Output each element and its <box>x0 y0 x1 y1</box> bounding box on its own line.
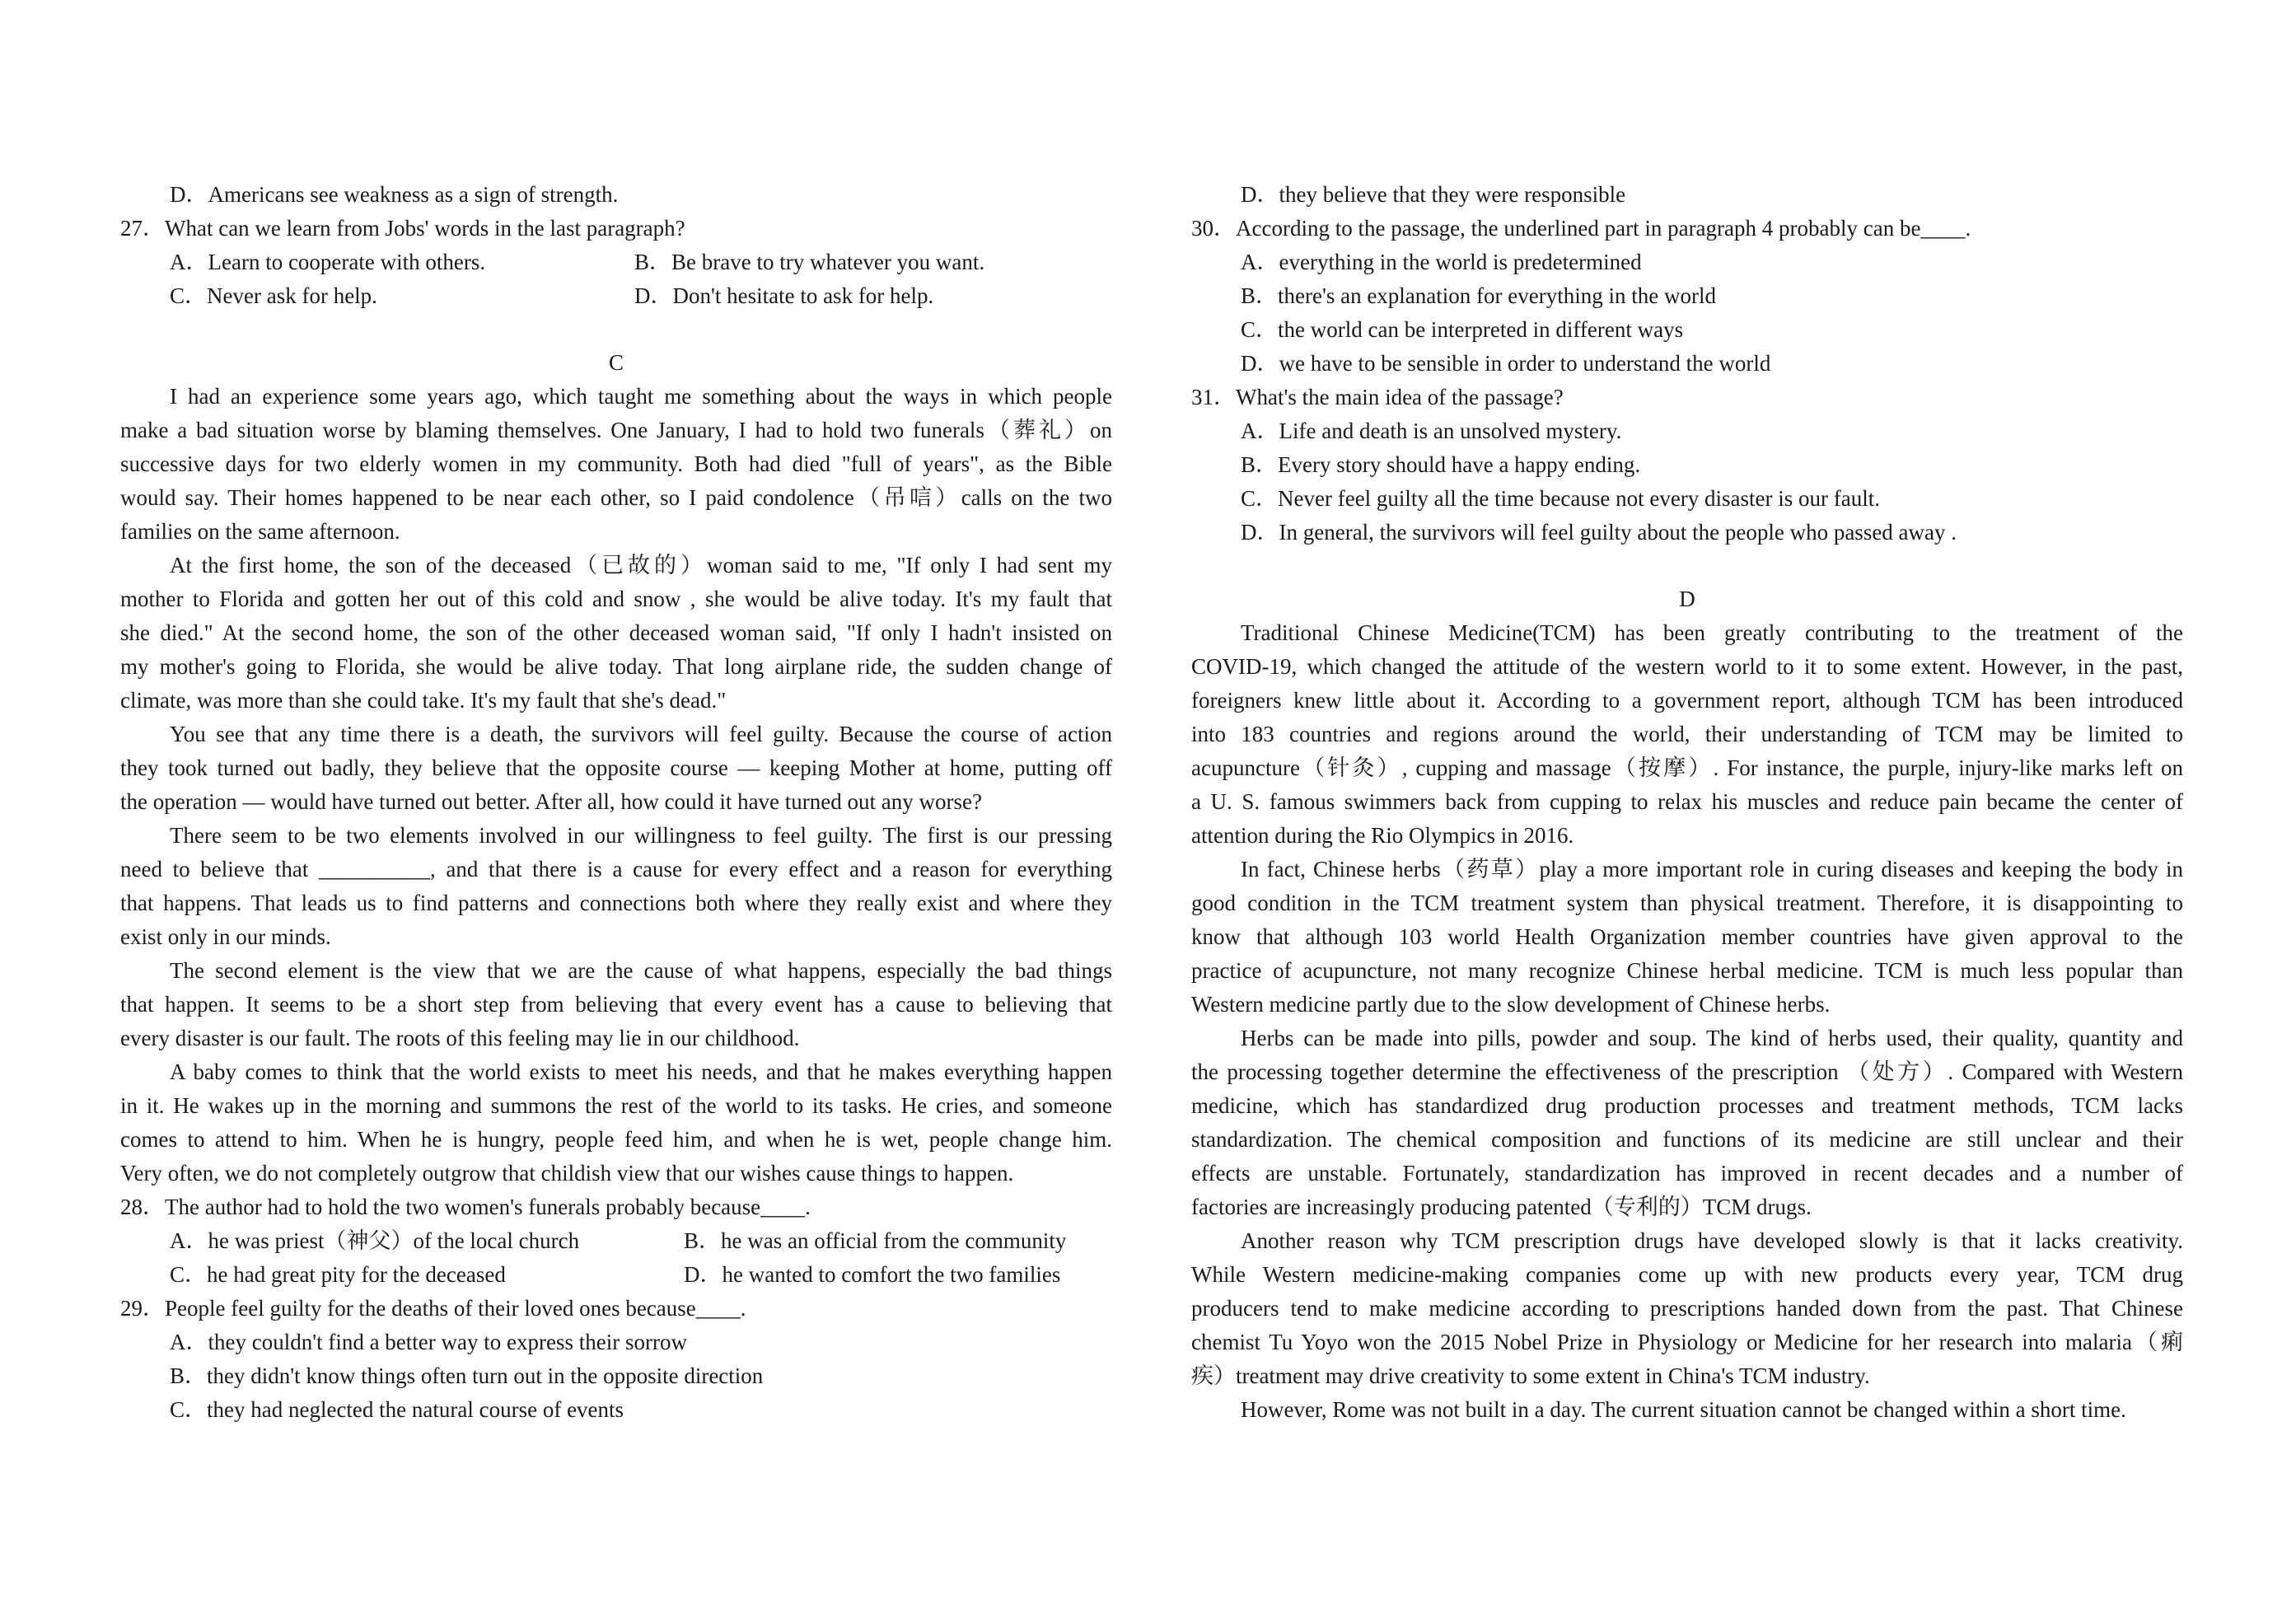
passage-d-line: Traditional Chinese Medicine(TCM) has been greatly contributing to the treatment of the <box>1241 620 2183 645</box>
q28-option-b: B．he was an official from the community <box>684 1228 1067 1253</box>
q31-option-c: C．Never feel guilty all the time because not every disaster is our fault. <box>1241 486 1880 511</box>
q27-stem: 27．What can we learn from Jobs' words in the last paragraph? <box>120 216 685 241</box>
q30-option-b: B．there's an explanation for everything in the world <box>1241 283 1716 308</box>
section-d-heading: D <box>1679 587 1695 611</box>
q27-option-a: A．Learn to cooperate with others. <box>170 250 486 274</box>
passage-d-line: factories are increasingly producing patented（专利的）TCM drugs. <box>1191 1195 1812 1219</box>
passage-d-line: acupuncture（针灸）, cupping and massage（按摩）. For instance, the purple, injury-like marks left on <box>1191 755 2183 780</box>
passage-c-line: that happen. It seems to be a short step from believing that every event has a cause to believing that <box>120 992 1112 1017</box>
q28-option-a: A．he was priest（神父）of the local church <box>170 1228 580 1253</box>
passage-d-line: into 183 countries and regions around the world, their understanding of TCM may be limited to <box>1191 722 2183 746</box>
passage-c-line: they took turned out badly, they believe that the opposite course — keeping Mother at home, putting off <box>120 755 1112 780</box>
q29-option-c: C．they had neglected the natural course of events <box>170 1397 624 1422</box>
passage-c-line: in it. He wakes up in the morning and summons the rest of the world to its tasks. He cries, and someone <box>120 1093 1112 1118</box>
q28-stem: 28．The author had to hold the two women's funerals probably because____. <box>120 1195 811 1219</box>
passage-d-line: effects are unstable. Fortunately, standardization has improved in recent decades and a number of <box>1191 1161 2183 1185</box>
passage-c-line: Very often, we do not completely outgrow that childish view that our wishes cause things to happen. <box>120 1161 1014 1185</box>
passage-d-line: While Western medicine-making companies come up with new products every year, TCM drug <box>1191 1262 2183 1287</box>
q30-option-a: A．everything in the world is predetermined <box>1241 250 1642 274</box>
passage-c-line: every disaster is our fault. The roots of this feeling may lie in our childhood. <box>120 1026 800 1050</box>
q28-option-d: D．he wanted to comfort the two families <box>684 1262 1061 1287</box>
passage-d-line: Herbs can be made into pills, powder and soup. The kind of herbs used, their quality, quantity and <box>1241 1026 2183 1050</box>
passage-c-line: would say. Their homes happened to be near each other, so I paid condolence（吊唁）calls on the two <box>120 485 1112 510</box>
q30-stem: 30．According to the passage, the underlined part in paragraph 4 probably can be____. <box>1191 216 1971 241</box>
passage-c-line: A baby comes to think that the world exists to meet his needs, and that he makes everything happen <box>170 1059 1112 1084</box>
q26-option-d: D．Americans see weakness as a sign of strength. <box>170 182 619 207</box>
passage-c-line: climate, was more than she could take. It's my fault that she's dead." <box>120 688 727 713</box>
passage-d-line: In fact, Chinese herbs（药草）play a more important role in curing diseases and keeping the body in <box>1241 857 2183 881</box>
passage-d-line: attention during the Rio Olympics in 2016. <box>1191 823 1574 848</box>
passage-d-line: good condition in the TCM treatment system than physical treatment. Therefore, it is disappointing to <box>1191 891 2183 915</box>
passage-d-line: 疾）treatment may drive creativity to some extent in China's TCM industry. <box>1191 1363 1870 1388</box>
passage-c-line: successive days for two elderly women in my community. Both had died "full of years", as the Bible <box>120 451 1112 476</box>
passage-c-line: need to believe that __________, and that there is a cause for every effect and a reason for everything <box>120 857 1112 881</box>
passage-c-line: There seem to be two elements involved in our willingness to feel guilty. The first is our pressing <box>170 823 1112 848</box>
passage-c-line: that happens. That leads us to find patterns and connections both where they really exist and where they <box>120 891 1112 915</box>
q29-option-a: A．they couldn't find a better way to express their sorrow <box>170 1330 687 1354</box>
q30-option-d: D．we have to be sensible in order to understand the world <box>1241 351 1771 376</box>
passage-c-line: comes to attend to him. When he is hungry, people feed him, and when he is wet, people change him. <box>120 1127 1112 1152</box>
q31-option-a: A．Life and death is an unsolved mystery. <box>1241 419 1622 443</box>
passage-d-line: COVID-19, which changed the attitude of the western world to it to some extent. However, in the past, <box>1191 654 2183 679</box>
passage-d-line: Western medicine partly due to the slow development of Chinese herbs. <box>1191 992 1831 1017</box>
passage-d-line: standardization. The chemical composition and functions of its medicine are still unclear and their <box>1191 1127 2183 1152</box>
q31-option-d: D．In general, the survivors will feel guilty about the people who passed away . <box>1241 520 1957 545</box>
passage-c-line: she died." At the second home, the son of the other deceased woman said, "If only I hadn't insisted on <box>120 620 1112 645</box>
passage-d-line: medicine, which has standardized drug production processes and treatment methods, TCM lacks <box>1191 1093 2183 1118</box>
passage-d-line: chemist Tu Yoyo won the 2015 Nobel Prize in Physiology or Medicine for her research into malaria（痢 <box>1191 1330 2183 1354</box>
passage-c-line: I had an experience some years ago, which taught me something about the ways in which people <box>170 384 1112 409</box>
passage-d-line: producers tend to make medicine according to prescriptions handed down from the past. That Chinese <box>1191 1296 2183 1321</box>
q29-option-b: B．they didn't know things often turn out in the opposite direction <box>170 1363 764 1388</box>
passage-d-line: the processing together determine the effectiveness of the prescription （处方）. Compared with Western <box>1191 1059 2183 1084</box>
q29-option-d: D．they believe that they were responsible <box>1241 182 1626 207</box>
q27-option-b: B．Be brave to try whatever you want. <box>634 250 985 274</box>
passage-c-line: mother to Florida and gotten her out of this cold and snow , she would be alive today. It's my fault that <box>120 587 1112 611</box>
q29-stem: 29．People feel guilty for the deaths of their loved ones because____. <box>120 1296 746 1321</box>
q27-option-d: D．Don't hesitate to ask for help. <box>634 283 934 308</box>
passage-c-line: exist only in our minds. <box>120 924 331 949</box>
passage-d-line: practice of acupuncture, not many recognize Chinese herbal medicine. TCM is much less popular than <box>1191 958 2183 983</box>
passage-c-line: my mother's going to Florida, she would be alive today. That long airplane ride, the sudden change of <box>120 654 1112 679</box>
passage-c-line: the operation — would have turned out better. After all, how could it have turned out any worse? <box>120 789 982 814</box>
q31-stem: 31．What's the main idea of the passage? <box>1191 385 1564 409</box>
passage-c-line: make a bad situation worse by blaming themselves. One January, I had to hold two funerals（葬礼）on <box>120 418 1112 442</box>
section-c-heading: C <box>608 350 624 375</box>
passage-d-line: know that although 103 world Health Organization member countries have given approval to the <box>1191 924 2183 949</box>
passage-c-line: The second element is the view that we are the cause of what happens, especially the bad things <box>170 958 1112 983</box>
passage-c-line: families on the same afternoon. <box>120 519 400 544</box>
q28-option-c: C．he had great pity for the deceased <box>170 1262 506 1287</box>
q31-option-b: B．Every story should have a happy ending. <box>1241 452 1641 477</box>
passage-d-line: Another reason why TCM prescription drugs have developed slowly is that it lacks creativity. <box>1241 1228 2183 1253</box>
q27-option-c: C．Never ask for help. <box>170 283 377 308</box>
passage-c-line: You see that any time there is a death, the survivors will feel guilty. Because the course of action <box>170 722 1112 746</box>
passage-d-line: a U. S. famous swimmers back from cupping to relax his muscles and reduce pain became the center of <box>1191 789 2183 814</box>
q30-option-c: C．the world can be interpreted in different ways <box>1241 317 1684 342</box>
passage-d-line: However, Rome was not built in a day. The current situation cannot be changed within a short time. <box>1241 1397 2126 1422</box>
passage-c-line: At the first home, the son of the deceased（已故的）woman said to me, "If only I had sent my <box>170 553 1112 578</box>
passage-d-line: foreigners knew little about it. According to a government report, although TCM has been introduced <box>1191 688 2183 713</box>
